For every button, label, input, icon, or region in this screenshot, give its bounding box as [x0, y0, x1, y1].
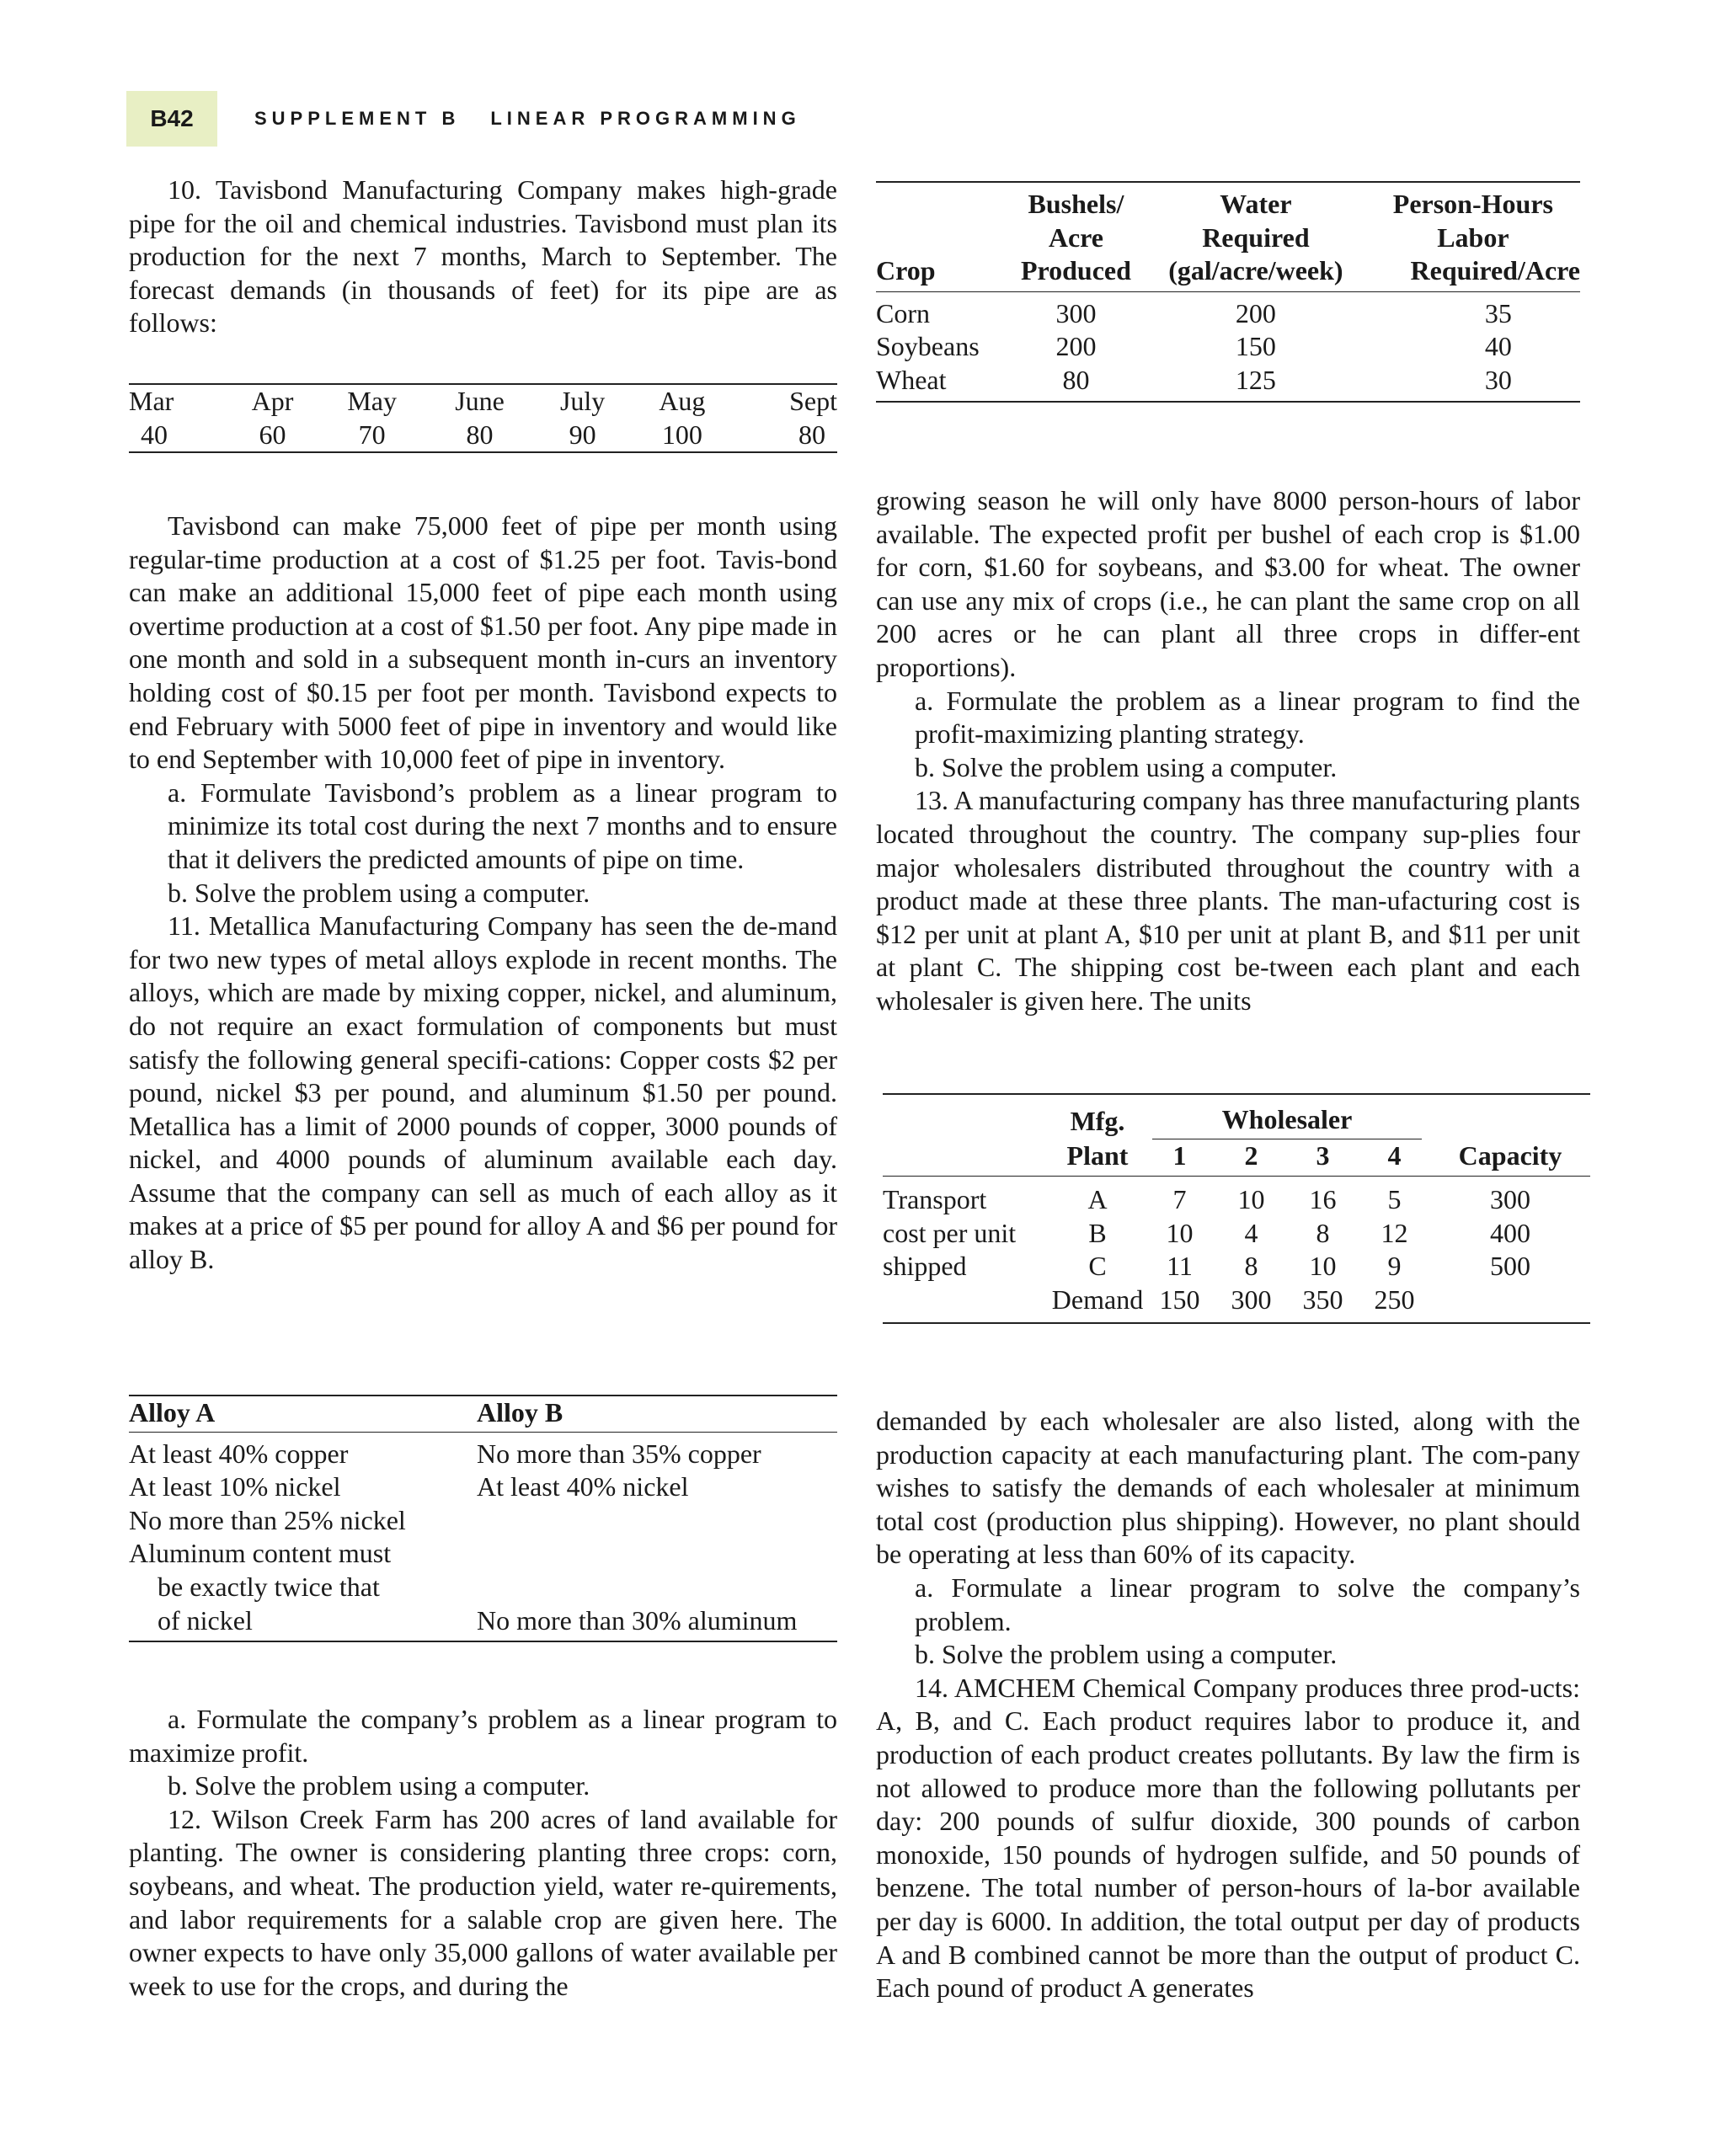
alloy-b-cell [477, 1537, 837, 1571]
crop-header-cell: (gal/acre/week) [1168, 255, 1343, 286]
month-cell: Sept [789, 386, 837, 416]
crop-header-cell: Crop [876, 255, 936, 286]
alloy-row [129, 1504, 837, 1538]
crop-value-cell: 30 [1484, 364, 1512, 395]
running-title [254, 108, 801, 130]
problem-13-continued-text: demanded by each wholesaler are also listed, along with the production capacity at each manufacturing plant. The com-pany wishes to satisfy the demands of each wholesaler at minimum total cost (production plus shipping). However, no plant should be operating at less than 60% of its capacity. [876, 1406, 1580, 1570]
problem-11-part-b: b. Solve the problem using a computer. [168, 1770, 590, 1801]
blank-cell [883, 1283, 1051, 1323]
demand-label: Demand [1051, 1283, 1144, 1315]
blank-cell [1430, 1283, 1590, 1323]
cost-cell: 8 [1316, 1217, 1330, 1248]
alloy-row [129, 1470, 837, 1504]
plant-cell: C [1088, 1251, 1107, 1282]
crop-header-cell: Person-Hours [1392, 189, 1553, 219]
problem-13-part-b: b. Solve the problem using a computer. [915, 1639, 1338, 1670]
wholesaler-number: 4 [1387, 1139, 1402, 1171]
crop-table [876, 181, 1580, 403]
problem-14-intro-text: 14. AMCHEM Chemical Company produces three prod-ucts: A, B, and C. Each product requires labor to produce it, and production of each product creates pollutants. By law the firm is not allowed to produce more than the following pollutants per day: 200 pounds of sulfur dioxide, 300 pounds of carbon monoxide, 150 pounds of hydrogen sulfide, and 50 pounds of benzene. The total number of person-hours of la-bor available per day is 6000. In addition, the total output per day of products A and B combined cannot be more than the output of product C. Each pound of product A generates [876, 1672, 1580, 2004]
alloy-b-header: Alloy B [477, 1397, 563, 1428]
section-label: LINEAR PROGRAMMING [490, 108, 801, 129]
alloy-row [129, 1432, 837, 1470]
capacity-cell: 400 [1490, 1217, 1530, 1248]
plant-cell: B [1088, 1217, 1107, 1248]
alloy-row [129, 1604, 837, 1642]
cost-cell: 4 [1244, 1217, 1258, 1248]
mfg-label: Mfg. [1070, 1105, 1125, 1136]
cost-cell: 7 [1172, 1184, 1187, 1215]
cost-cell: 12 [1381, 1217, 1408, 1248]
demand-cell: 100 [661, 419, 702, 450]
cost-cell: 10 [1237, 1184, 1265, 1215]
cost-cell: 10 [1166, 1217, 1194, 1248]
alloy-a-cell: of nickel [158, 1604, 253, 1636]
capacity-cell: 300 [1490, 1184, 1530, 1215]
crop-header-cell: Required [1202, 221, 1310, 253]
problem-11-parts [129, 1703, 837, 2003]
crop-name-cell: Soybeans [876, 331, 980, 362]
page-number-tag: B42 [126, 91, 217, 147]
crop-header-cell: Produced [1020, 255, 1131, 286]
wholesaler-number: 3 [1316, 1139, 1330, 1171]
wholesaler-number: 2 [1244, 1139, 1258, 1171]
plant-cell: A [1087, 1184, 1108, 1215]
wholesaler-number: 1 [1172, 1139, 1187, 1171]
problem-12-intro-text: 12. Wilson Creek Farm has 200 acres of land available for planting. The owner is considering planting three crops: corn, soybeans, and wheat. The production yield, water re-quirements, and labor requirements for a salable crop are given here. The owner expects to have only 35,000 gallons of water available per week to use for the crops, and during the [129, 1803, 837, 2001]
crop-header-cell: Required/Acre [1410, 255, 1580, 286]
problem-13-part-a: a. Formulate a linear program to solve the company’s problem. [915, 1572, 1580, 1636]
crop-header-cell [876, 182, 1007, 221]
problem-10-part-a: a. Formulate Tavisbond’s problem as a linear program to minimize its total cost during the next 7 months and to ensure that it delivers the predicted amounts of pipe on time. [168, 776, 837, 874]
alloy-b-cell: No more than 35% copper [477, 1438, 761, 1469]
demand-cell: 70 [358, 419, 386, 450]
demand-cell: 250 [1374, 1283, 1415, 1315]
crop-value-cell: 200 [1055, 331, 1097, 362]
cost-cell: 5 [1387, 1184, 1402, 1215]
crop-row [876, 364, 1580, 402]
transport-subheader-row [883, 1139, 1590, 1177]
problem-11-intro-text: 11. Metallica Manufacturing Company has seen the de-mand for two new types of metal alloys explode in recent months. The alloys, which are made by mixing copper, nickel, and aluminum, do not require an exact formulation of components but must satisfy the following general specifi-cations: Copper costs $2 per pound, nickel $3 per pound, and aluminum $1.50 per pound. Metallica has a limit of 2000 pounds of copper, 3000 pounds of nickel, and 4000 pounds of aluminum available each day. Assume that the company can sell as much of each alloy as it makes at a price of $5 per pound for alloy A and $6 per pound for alloy B. [129, 910, 837, 1275]
crop-value-cell: 125 [1235, 364, 1276, 395]
problem-12-part-b: b. Solve the problem using a computer. [915, 751, 1338, 782]
demand-cell: 80 [798, 419, 825, 450]
crop-value-cell: 40 [1484, 331, 1512, 362]
cost-cell: 16 [1309, 1184, 1337, 1215]
capacity-label: Capacity [1458, 1139, 1562, 1171]
demand-months-row [129, 384, 837, 419]
problem-10-body-text: Tavisbond can make 75,000 feet of pipe per month using regular-time production at a cost of $1.25 per foot. Tavis-bond can make an additional 15,000 feet of pipe each month using overtime production at a cost of $1.50 per foot. Any pipe made in one month and sold in a subsequent month in-curs an inventory holding cost of $0.15 per foot per month. Tavisbond expects to end February with 5000 feet of pipe in inventory and would like to end September with 10,000 feet of pipe in inventory. [129, 510, 837, 775]
demand-values-row [129, 419, 837, 453]
demand-cell: 40 [141, 419, 168, 450]
crop-header-cell [876, 221, 1007, 255]
alloy-a-cell: be exactly twice that [158, 1571, 380, 1602]
demand-cell: 350 [1302, 1283, 1343, 1315]
cost-cell: 10 [1309, 1251, 1337, 1282]
plant-label: Plant [1066, 1139, 1129, 1171]
row-label: Transport [883, 1184, 987, 1215]
problem-10-intro-text: 10. Tavisbond Manufacturing Company makes high-grade pipe for the oil and chemical industries. Tavisbond must plan its production for the next 7 months, March to September. The forecast demands (in thousands of feet) for its pipe are as follows: [129, 174, 837, 339]
problem-10-part-b: b. Solve the problem using a computer. [168, 877, 590, 908]
alloy-a-header: Alloy A [129, 1397, 216, 1428]
crop-value-cell: 200 [1235, 297, 1276, 328]
demand-cell: 60 [259, 419, 286, 450]
alloy-a-cell: No more than 25% nickel [129, 1504, 406, 1535]
demand-table [129, 383, 837, 453]
wholesaler-label [1144, 1094, 1430, 1139]
problem-10-intro [129, 173, 837, 340]
month-cell: July [559, 386, 606, 416]
alloy-a-cell: At least 40% copper [129, 1438, 349, 1469]
cost-cell: 11 [1167, 1251, 1193, 1282]
crop-value-cell: 300 [1055, 297, 1097, 328]
month-cell: Mar [129, 386, 174, 416]
transport-header-row [883, 1094, 1590, 1139]
problem-13-continued [876, 1405, 1580, 2005]
crop-name-cell: Corn [876, 297, 930, 328]
crop-row [876, 291, 1580, 330]
crop-header-row [876, 182, 1580, 221]
crop-row [876, 330, 1580, 364]
month-cell: Aug [659, 386, 706, 416]
alloy-b-cell [477, 1571, 837, 1604]
crop-value-cell: 80 [1062, 364, 1090, 395]
supplement-label: SUPPLEMENT B [254, 108, 461, 129]
problem-12-continued [876, 484, 1580, 1018]
wholesaler-label-text: Wholesaler [1152, 1103, 1422, 1139]
month-cell: Apr [251, 386, 294, 416]
demand-row [883, 1283, 1590, 1323]
crop-header-row [876, 254, 1580, 291]
alloy-row [129, 1537, 837, 1571]
crop-header-cell: Bushels/ [1028, 189, 1124, 219]
crop-header-cell: Acre [1048, 221, 1103, 253]
alloy-header-row [129, 1396, 837, 1432]
transport-row [883, 1250, 1590, 1283]
alloy-b-cell: At least 40% nickel [477, 1471, 689, 1502]
cost-cell: 8 [1244, 1251, 1258, 1282]
month-cell: June [455, 386, 505, 416]
crop-header-row [876, 221, 1580, 255]
row-label: cost per unit [883, 1217, 1017, 1248]
alloy-a-cell: Aluminum content must [129, 1538, 392, 1569]
blank-cell [883, 1139, 1051, 1177]
crop-name-cell: Wheat [876, 364, 947, 395]
row-label: shipped [883, 1251, 967, 1282]
problem-12-continued-text: growing season he will only have 8000 person-hours of labor available. The expected profit per bushel of each crop is $1.00 for corn, $1.60 for soybeans, and $3.00 for wheat. The owner can use any mix of crops (i.e., he can plant the same crop on all 200 acres or he can plant all three crops in differ-ent proportions). [876, 485, 1580, 682]
demand-cell: 300 [1231, 1283, 1272, 1315]
crop-value-cell: 35 [1484, 297, 1512, 328]
alloy-table [129, 1395, 837, 1642]
transport-row [883, 1217, 1590, 1251]
month-cell: May [347, 386, 397, 416]
transport-table [883, 1093, 1590, 1324]
problem-10-body [129, 510, 837, 1277]
crop-header-cell: Water [1220, 189, 1292, 219]
blank-cell [1430, 1094, 1590, 1139]
demand-cell: 150 [1159, 1283, 1200, 1315]
problem-11-part-a: a. Formulate the company’s problem as a linear program to maximize profit. [129, 1704, 837, 1768]
blank-cell [883, 1094, 1051, 1139]
alloy-a-cell: At least 10% nickel [129, 1471, 341, 1502]
problem-13-intro-text: 13. A manufacturing company has three manufacturing plants located throughout the country. The company sup-plies four major wholesalers distributed throughout the country with a product made at these three plants. The man-ufacturing cost is $12 per unit at plant A, $10 per unit at plant B, and $11 per unit at plant C. The shipping cost be-tween each plant and each wholesaler is given here. The units [876, 785, 1580, 1016]
transport-row [883, 1177, 1590, 1217]
running-header [126, 91, 1600, 147]
crop-header-cell: Labor [1437, 221, 1509, 253]
demand-cell: 80 [466, 419, 494, 450]
capacity-cell: 500 [1490, 1251, 1530, 1282]
alloy-b-cell: No more than 30% aluminum [477, 1604, 798, 1636]
crop-value-cell: 150 [1235, 331, 1276, 362]
problem-12-part-a: a. Formulate the problem as a linear program to find the profit-maximizing planting strategy. [915, 685, 1580, 750]
demand-cell: 90 [569, 419, 596, 450]
alloy-b-cell [477, 1504, 837, 1538]
cost-cell: 9 [1387, 1251, 1402, 1282]
alloy-row [129, 1571, 837, 1604]
